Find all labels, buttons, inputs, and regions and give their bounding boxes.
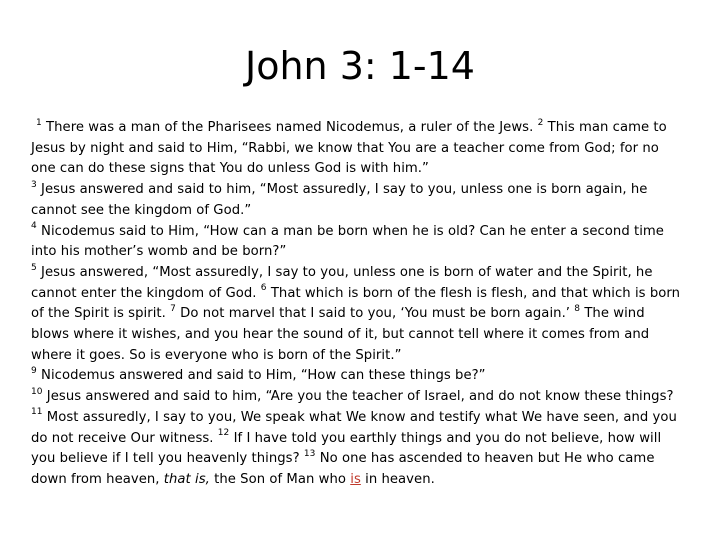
passage-line (31, 139, 677, 160)
verse-number: 7 (170, 303, 176, 314)
verse-text: If I have told you earthly things and you do not believe, how will (229, 430, 662, 446)
verse-text: the Son of Man who (209, 471, 351, 487)
verse-number: 6 (260, 283, 267, 294)
verse-text: you believe if I tell you heavenly things? (31, 451, 304, 467)
italic-text: that is, (163, 471, 210, 487)
passage-line (31, 201, 677, 222)
verse-number: 9 (31, 366, 37, 377)
passage-line (31, 222, 677, 243)
passage-line (31, 429, 677, 450)
verse-text: where it goes. So is everyone who is born of the Spirit.” (31, 347, 402, 363)
verse-text: Jesus by night and said to Him, “Rabbi, we know that You are a teacher come from God; for no (31, 140, 659, 156)
verse-number: 12 (217, 428, 230, 439)
passage-line (31, 470, 677, 491)
verse-text: in heaven. (360, 471, 435, 487)
passage-line (31, 449, 677, 470)
verse-number: 3 (31, 179, 37, 190)
verse-text: Do not marvel that I said to you, ‘You must be born again.’ (175, 306, 575, 322)
verse-text: Jesus answered and said to him, “Are you the teacher of Israel, and do not know these things? (42, 389, 674, 405)
verse-number: 11 (31, 407, 43, 418)
verse-text: This man came to (543, 120, 667, 135)
verse-text: Nicodemus said to Him, “How can a man be born when he is old? Can he enter a second time (36, 223, 664, 239)
verse-number: 13 (303, 448, 316, 459)
verse-text: Most assuredly, I say to you, We speak what We know and testify what We have seen, and you (42, 409, 677, 425)
verse-text: That which is born of the flesh is flesh, and that which is born (266, 285, 681, 301)
verse-text: No one has ascended to heaven but He who came (315, 451, 655, 467)
passage-line (31, 283, 681, 305)
passage-line (31, 159, 677, 180)
verse-number: 1 (36, 117, 42, 128)
verse-text: down from heaven, (31, 471, 164, 487)
passage-line (31, 263, 677, 284)
passage-line (31, 242, 677, 263)
verse-text: of the Spirit is spirit. (31, 306, 171, 322)
verse-text: cannot enter the kingdom of God. (31, 285, 261, 301)
verse-number: 10 (31, 386, 43, 397)
highlighted-word: is (350, 471, 361, 487)
verse-text: There was a man of the Pharisees named Nicodemus, a ruler of the Jews. (41, 120, 538, 135)
passage-line (31, 366, 677, 387)
verse-text: one can do these signs that You do unless God is with him.” (31, 161, 429, 177)
passage-line (31, 118, 677, 139)
slide-title: John 3: 1-14 (244, 44, 475, 88)
passage-line (31, 346, 677, 367)
passage-line (31, 408, 677, 429)
verse-text: do not receive Our witness. (31, 430, 218, 446)
verse-number: 4 (31, 221, 37, 232)
passage-line (31, 180, 677, 201)
verse-text: The wind (580, 306, 645, 322)
verse-text: cannot see the kingdom of God.” (31, 202, 252, 218)
verse-text: into his mother’s womb and be born?” (31, 244, 287, 260)
passage-line (31, 304, 677, 325)
verse-text: Nicodemus answered and said to Him, “How can these things be?” (36, 368, 486, 384)
scripture-passage (31, 117, 681, 491)
verse-text: Jesus answered and said to him, “Most assuredly, I say to you, unless one is born again, he (36, 182, 648, 198)
verse-number: 5 (31, 262, 37, 273)
verse-text: Jesus answered, “Most assuredly, I say to you, unless one is born of water and the Spirit, he (36, 264, 653, 280)
verse-text: blows where it wishes, and you hear the sound of it, but cannot tell where it comes from and (31, 327, 650, 343)
verse-number: 2 (537, 117, 544, 128)
passage-line (31, 387, 677, 408)
verse-number: 8 (574, 303, 581, 314)
passage-line (31, 325, 677, 346)
